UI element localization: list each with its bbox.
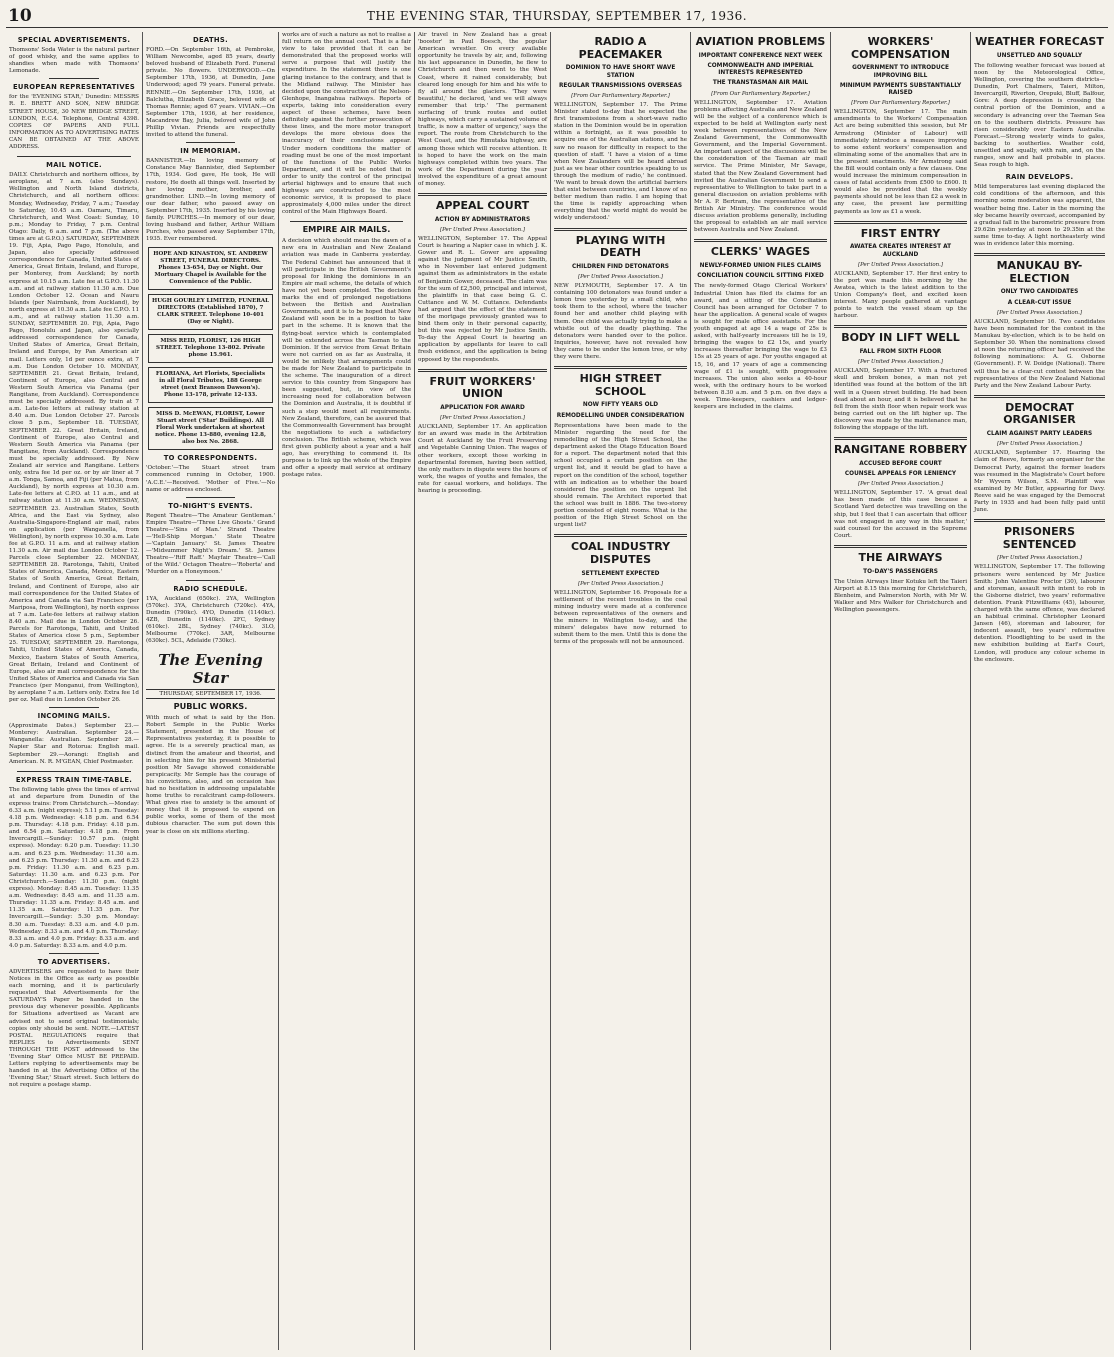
to-advertisers-heading: TO ADVERTISERS.: [37, 957, 111, 966]
european-reps-text: for the 'EVENING STAR,' Dunedin: MESSRS R. E. BRETT AND SON, NEW BRIDGE STREET HOUSE, 30 NEW BRIDGE STREET, LONDON, E.C.4. Telephone, Central 4398. COPIES OF PAPERS AND FULL INFORMATION AS TO ADVERTISING RATES CAN BE OBTAINED AT THE ABOVE ADDRESS.: [9, 94, 139, 151]
evening-star-nameplate: The Evening Star: [158, 651, 263, 688]
workers-compensation-source: [From Our Parliamentary Reporter.]: [851, 100, 950, 107]
high-street-school-subheading: NOW FIFTY YEARS OLD: [582, 402, 659, 409]
special-ads-text: Thomsons' Soda Water is the natural partner of good whisky, and the same applies to shandies when made with Thomsons' Lemonade.: [9, 47, 139, 75]
democrat-organiser-source: [Per United Press Association.]: [997, 441, 1082, 448]
clerks-wages-subheading: NEWLY-FORMED UNION FILES CLAIMS: [699, 263, 822, 269]
democrat-organiser-subheading: CLAIM AGAINST PARTY LEADERS: [986, 431, 1093, 438]
body-in-lift-well-heading: BODY IN LIFT WELL: [841, 331, 960, 345]
workers-compensation-heading: WORKERS' COMPENSATION: [851, 35, 950, 61]
appeal-court-source: [Per United Press Association.]: [440, 226, 525, 233]
divider: [49, 707, 99, 708]
incoming-mails-text: (Approximate Dates.) September 23.—Monterey: Australian. September 24.—Wanganella: Australian. September 28.—Napier Star and Rotorua: English mail. September 29.—Aorangi: English and American. N. R. M'GEAN, Chief Postmaster.: [9, 723, 139, 765]
fruit-workers-text: AUCKLAND, September 17. An application for an award was made in the Arbitration Court at Auckland by the Fruit Preserving and Vegetable Canning Union. The wages of other workers, except those working in departmental foremen, having been settled, the only matters in dispute were the hours of work, the wages of youths and females, the rate for casual workers, and holidays. The hearing is proceeding.: [418, 424, 547, 494]
divider: [834, 437, 967, 440]
in-memoriam-text: BANNISTER.—In loving memory of Constance May Bannister, died September 17th, 1934. God gave, He took, He will restore, He doeth all things well. Inserted by her loving mother, brother, and grandmother. LIND.—In loving memory of our dear father, who passed away on September 17th, 1935. Inserted by his loving family. PURCHES.—In memory of our dear, loving husband and father, Arthur William Purches, who passed away September 17th, 1935. Ever remembered.: [146, 158, 275, 243]
manukau-by-election-subheading-2: A CLEAR-CUT ISSUE: [1007, 299, 1072, 306]
workers-compensation-subheading-2: MINIMUM PAYMENTS SUBSTANTIALLY RAISED: [839, 82, 962, 96]
column-2: [142, 32, 278, 1350]
divider: [974, 253, 1105, 256]
column-7: [830, 32, 970, 1350]
playing-with-death-source: [Per United Press Association.]: [578, 274, 663, 281]
in-memoriam-heading: IN MEMORIAM.: [180, 147, 241, 156]
divider: [554, 534, 687, 537]
airways-text: The Union Airways liner Kotuku left the Taieri Airport at 8.15 this morning for Christchurch, Blenheim, and Palmerston North, with Mr W. Walker and Mrs Walker for Christchurch and Wellington passengers.: [834, 578, 967, 614]
divider: [694, 239, 827, 242]
radio-peacemaker-text: WELLINGTON, September 17. The Prime Minister stated to-day that he expected the first transmissions from a short-wave radio station in the Dominion would be in operation within a fortnight, as it was possible to acquire one of the Australian stations, and he saw no reason for difficulty in respect to the question of staff. 'I have a vision of a time when New Zealanders will be heard abroad just as we hear other countries speaking to us through the medium of radio,' he continued. 'We want to break down the artificial barriers that exist between countries, and I know of no better medium than radio. I am hoping that the time is rapidly approaching when everything that the world might do would be widely understood.': [554, 101, 687, 222]
clerks-wages-heading: CLERKS' WAGES: [710, 245, 811, 259]
aviation-problems-source: [From Our Parliamentary Reporter.]: [711, 90, 810, 97]
incoming-mails-heading: INCOMING MAILS.: [37, 712, 111, 721]
radio-peacemaker-source: [From Our Parliamentary Reporter.]: [571, 92, 670, 99]
express-timetable-text: The following table gives the times of arrival at and departure from Dunedin of the express trains: From Christchurch.—Monday: 6.33 a.m. (night express); 5.11 p.m. Tuesday: 4.18 p.m. Wednesday: 4.18 p.m. and 6.54 p.m. Thursday: 4.18 p.m. Friday: 4.18 p.m. and 6.54 p.m. Saturday: 4.18 p.m. From Invercargill.—Sunday: 10.57 p.m. (night express). Monday: 6.20 p.m. Tuesday: 11.30 a.m. and 6.23 p.m. Wednesday: 11.30 a.m. and 6.23 p.m. Thursday: 11.30 a.m. and 6.23 p.m. Friday: 11.30 a.m. and 6.23 p.m. Saturday: 11.30 a.m. and 6.23 p.m. For Christchurch.—Sunday: 11.30 p.m. (night express). Monday: 8.45 a.m. Tuesday: 11.35 a.m. Wednesday: 8.45 a.m. and 11.35 a.m. Thursday: 11.35 a.m. Friday: 8.45 a.m. and 11.35 a.m. Saturday: 11.35 p.m. For Invercargill.—Sunday: 5.30 p.m. Monday: 8.30 a.m. Tuesday: 8.33 a.m. and 4.0 p.m. Wednesday: 8.33 a.m. and 4.0 p.m. Thursday: 8.33 a.m. and 4.0 p.m. Friday: 8.33 a.m. and 4.0 p.m. Saturday: 8.33 a.m. and 4.0 p.m.: [9, 786, 139, 949]
rain-develops-heading: RAIN DEVELOPS.: [1005, 173, 1074, 182]
floriana-ad: FLORIANA, Art Florists, Specialists in all Floral Tributes, 188 George street (next Branson Dawson's). Phone 13-178, private 12-133.: [148, 367, 273, 403]
divider: [186, 142, 235, 143]
column-6: [690, 32, 830, 1350]
page-number: 10: [8, 6, 32, 26]
weather-forecast-heading: WEATHER FORECAST: [975, 35, 1104, 48]
divider: [554, 228, 687, 231]
first-entry-source: [Per United Press Association.]: [858, 261, 943, 268]
divider: [290, 221, 403, 222]
manukau-by-election-subheading: ONLY TWO CANDIDATES: [1000, 289, 1079, 296]
workers-compensation-subheading: GOVERNMENT TO INTRODUCE IMPROVING BILL: [852, 65, 949, 79]
appeal-court-text: WELLINGTON, September 17. The Appeal Court is hearing a Napier case in which J. K. Gower and R. L. Gower are appealing against the judgment of Mr Justice Smith, who in November last entered judgment against them as administrators in the estate of Benjamin Gower, deceased. The claim was for the sum of £2,500, principal and interest, the plaintiffs in that case being G. C. Cuttance and W. M. Cuttance. Defendants had argued that the effect of the statement of the mortgage previously granted was to bind them only in their personal capacity, but this was rejected by Mr Justice Smith. To-day the Appeal Court is hearing an application by appellants for leave to call fresh evidence, and the application is being opposed by the respondents.: [418, 235, 547, 363]
mcewan-ad: MISS D. McEWAN, FLORIST, Lower Stuart street ('Star' Buildings). All Floral Work undertaken at shortest notice. Phone 13-880, evening 12.8, also box No. 2868.: [148, 407, 273, 450]
appeal-court-heading: APPEAL COURT: [435, 199, 530, 213]
miss-reid-ad: MISS REID, FLORIST, 126 HIGH STREET. Telephone 13-802. Private phone 15.961.: [148, 334, 273, 363]
body-in-lift-well-text: AUCKLAND, September 17. With a fractured skull and broken bones, a man not yet identified was found at the bottom of the lift well in a Queen street building. He had been dead about an hour, and it is believed that he fell from the sixth floor when repair work was being carried out on the lift higher up. The discovery was made by the maintenance man, following the stoppage of the lift.: [834, 368, 967, 432]
fruit-workers-source: [Per United Press Association.]: [440, 415, 525, 422]
appeal-court-subheading: ACTION BY ADMINISTRATORS: [434, 216, 531, 223]
manukau-by-election-text: AUCKLAND, September 16. Two candidates have been nominated for the contest in the Manukau by-election, which is to be held on September 30. When the nominations closed at noon the returning officer had received the following nominations: A. G. Osborne (Government). F. W. Doidge (National). There will thus be a clear-cut contest between the representatives of the New Zealand National Party and the New Zealand Labour Party.: [974, 318, 1105, 389]
editorial-dateline: THURSDAY, SEPTEMBER 17, 1936.: [146, 689, 275, 699]
radio-schedule-text: 1YA, Auckland (650kc). 2YA, Wellington (570kc). 3YA, Christchurch (720kc). 4YA, Dunedin (790kc). 4YO, Dunedin (1140kc). 4ZB, Dunedin (1140kc). 2FC, Sydney (610kc). 2BL, Sydney (740kc). 3LO, Melbourne (770kc). 3AR, Melbourne (630kc). 5CL, Adelaide (730kc).: [146, 595, 275, 645]
masthead-title: THE EVENING STAR, THURSDAY, SEPTEMBER 17, 1936.: [366, 9, 748, 23]
manukau-by-election-heading: MANUKAU BY-ELECTION: [996, 259, 1083, 285]
playing-with-death-text: NEW PLYMOUTH, September 17. A tin containing 100 detonators was found under a lemon tree yesterday by a small child, who took them to the school, where the teacher found her and another child playing with them. One child was actually trying to make a whistle out of the deadly plaything. The detonators were handed over to the police. Inquiries, however, have not revealed how they came to be under the lemon tree, or why they were there.: [554, 283, 687, 361]
column-1: [6, 32, 142, 1350]
coal-industry-source: [Per United Press Association.]: [578, 580, 663, 587]
body-in-lift-well-source: [Per United Press Association.]: [858, 359, 943, 366]
divider: [17, 156, 131, 157]
playing-with-death-heading: PLAYING WITH DEATH: [575, 233, 666, 260]
coal-industry-text: WELLINGTON, September 16. Proposals for a settlement of the recent troubles in the coal mining industry were made at a conference between representatives of the owners and the miners in Wellington to-day, and the miners' delegates have now returned to submit them to the men. Until this is done the terms of the proposals will not be announced.: [554, 589, 687, 646]
prisoners-sentenced-text: WELLINGTON, September 17. The following prisoners were sentenced by Mr Justice Smith: John Valentine Proctor (30), labourer and storeman, assault with intent to rob in the Gisborne district, two years' reformative detention. Frank Fitzwilliams (45), labourer, charged with the same offence, was declared an habitual criminal. Christopher Leonard Jansen (46), storeman and labourer, for indecent assault, two years' reformative detention. Floodlighting to be used in the new exhibition building at Earl's Court, London, will produce any colour scheme in the enclosure.: [974, 564, 1105, 663]
mail-notice-heading: MAIL NOTICE.: [46, 161, 102, 170]
aviation-problems-heading: AVIATION PROBLEMS: [695, 35, 826, 48]
divider: [186, 497, 235, 498]
radio-schedule-heading: RADIO SCHEDULE.: [173, 584, 248, 593]
coal-industry-subheading: SETTLEMENT EXPECTED: [581, 570, 660, 577]
column-4: [414, 32, 550, 1350]
divider: [418, 193, 547, 196]
radio-peacemaker-subheading-2: REGULAR TRANSMISSIONS OVERSEAS: [558, 82, 683, 89]
empire-air-mails-text: A decision which should mean the dawn of a new era in Australian and New Zealand aviation was made in Canberra yesterday. The Federal Cabinet has announced that it will participate in the British Government's proposal for linking the dominions in an Empire air mail scheme, the details of which have not yet been completed. The decision marks the end of prolonged negotiations between the British and Australian Governments, and it is to be hoped that New Zealand will soon be in a position to take part in the scheme. It is known that the flying-boat service which is contemplated will be extended across the Tasman to the Dominion. If the service from Great Britain were not carried on as far as Australia, it would be unlikely that arrangements could be made for New Zealand to participate in the scheme. The inauguration of a direct service to this country from Singapore has been suggested, but, in view of the increasing need for collaboration between the Dominion and Australia, it is doubtful if such a step would meet all requirements. New Zealand, therefore, can be assured that the Commonwealth Government has brought the negotiations to such a satisfactory conclusion. The British scheme, which was first given publicity about a year and a half ago, has everything to commend it. Its purpose is to link up the whole of the Empire and offer a speedy mail service at ordinary postage rates.: [282, 238, 411, 479]
high-street-school-text: Representations have been made to the Minister regarding the need for the remodelling of the High Street School, the department asked the Otago Education Board for a report. The department noted that this school occupied a certain position on the urgent list, and it would be glad to have a report on the condition of the school, together with an indication as to whether the board considered the position on the urgent list should remain. The Architect reported that the school was built in 1886. The two-storey portion consisted of eight rooms. What is the position of the High Street School on the urgent list?: [554, 422, 687, 529]
tonights-events-heading: TO-NIGHT'S EVENTS.: [168, 501, 253, 510]
empire-air-mails-heading: EMPIRE AIR MAILS.: [302, 224, 391, 235]
clerks-wages-subheading-2: CONCILIATION COUNCIL SITTING FIXED: [697, 273, 824, 280]
divider: [49, 953, 99, 954]
express-timetable-heading: EXPRESS TRAIN TIME-TABLE.: [15, 775, 133, 784]
democrat-organiser-heading: DEMOCRAT ORGANISER: [1003, 400, 1076, 427]
correspondents-heading: TO CORRESPONDENTS.: [163, 454, 258, 463]
hope-kinaston-ad: HOPE AND KINASTON, ST. ANDREW STREET, FUNERAL DIRECTORS. Phones 13-654, Day or Night. Our Mortuary Chapel is Available for the Convenience of the Public.: [148, 247, 273, 290]
public-works-heading: PUBLIC WORKS.: [173, 701, 248, 712]
radio-peacemaker-heading: RADIO A PEACEMAKER: [578, 35, 663, 61]
fruit-workers-heading: FRUIT WORKERS' UNION: [429, 374, 536, 401]
airways-subheading: TO-DAY'S PASSENGERS: [863, 568, 938, 575]
weather-forecast-text: The following weather forecast was issued at noon by the Meteorological Office, Wellington, covering the southern districts—Dunedin, Port Chalmers, Taieri, Milton, Invercargill, Riverton, Orepuki, Bluff, Balfour, Gore: A deep depression is crossing the central portion of the Dominion, and a secondary is advancing over the Tasman Sea on to the southern districts. Pressure has risen considerably over Eastern Australia. Forecast.—Strong westerly winds to gales, backing to southerlies. Weather cold, unsettled and squally, with rain, and, on the ranges, snow and hail probable in places. Seas rough to high.: [974, 62, 1105, 169]
hugh-gourley-ad: HUGH GOURLEY LIMITED, FUNERAL DIRECTORS (Established 1870), 7 CLARK STREET. Telephone 10-401 (Day or Night).: [148, 294, 273, 330]
weather-forecast-subheading: UNSETTLED AND SQUALLY: [996, 52, 1083, 59]
playing-with-death-subheading: CHILDREN FIND DETONATORS: [572, 263, 669, 270]
mail-notice-text: DAILY. Christchurch and northern offices, by aeroplane, at 7 a.m. (also Sundays). Wellington and North Island districts, Christchurch, and all northern offices: Monday, Wednesday, Friday, 7 a.m.; Tuesday to Saturday, 10.45 a.m. Oamaru, Timaru, Christchurch, and West Coast: Sunday, 10 p.m.; Monday to Friday, 7 p.m. Central Otago: Daily, 6 a.m. and 7 p.m. (The above times are at G.P.O.) SATURDAY, SEPTEMBER 19. Fiji, Apia, Pago Pago, Honolulu, and Japan, also specially addressed correspondence for Canada, United States of America, Great Britain, Ireland, and Europe, per Monterey, from Auckland; by north express at 10.15 a.m. Late fee at G.P.O. 11.30 a.m. and at railway station 11.30 a.m. Due London October 12. Ocean and Nauru Islands (per Nairnbank, from Auckland), by north express at 10.30 a.m. Late fee C.P.O. 11 a.m., and at railway station 11.30 a.m. SUNDAY, SEPTEMBER 20. Fiji, Apia, Pago Pago, Honolulu and Japan, also specially addressed correspondence for Canada, United States of America, Great Britain, Ireland and Europe, by Pan American air mail. Letters only, 1d per ounce extra, at 7 a.m. Due London October 10. MONDAY, SEPTEMBER 21. Great Britain, Ireland, Continent of Europe, also Central and Western South America via Panama (per Rangitane, from Auckland). Correspondence must be specially addressed. By train at 7 a.m. Late-fee letters at railway station at 8.40 a.m. Due London October 27. Parcels close 5 p.m., September 18. TUESDAY, SEPTEMBER 22. Great Britain, Ireland, Continent of Europe, also Central and Western South America via Panama (per Rangitane, from Auckland). Correspondence must be specially addressed. By New Zealand air service and Rangitane. Letters only, extra fee 1d per oz. or by air liner at 7 a.m. Tonga, Samoa, and Fiji (per Matua, from Auckland), by north express at 10.30 a.m. Late-fee letters at C.P.O. at 11 a.m., and at railway station at 11.30 a.m. WEDNESDAY, SEPTEMBER 23. Australian States, South Africa, and the East via Sydney, also Australia-Singapore-England air mail, rates on application (per Wanganella, from Wellington), by north express 10.30 a.m. Late fee at G.P.O. 11 a.m. and at railway station 11.30 a.m. Air mail due London October 12. Parcels close September 22. MONDAY, SEPTEMBER 28. Rarotonga, Tahiti, United States of America, Canada, Mexico, Eastern States of South America, Great Britain, Ireland, and Continent of Europe, also air mail correspondence for the United States of America and Canada via San Francisco (per Mariposa, from Wellington), by north express at 7 a.m. Late-fee letters at railway station 8.40 a.m. Mail due in London October 26. Parcels for Rarotonga, Tahiti, and United States of America close 5 p.m., September 25. TUESDAY, SEPTEMBER 29. Rarotonga, Tahiti, United States of America, Canada, Mexico, Eastern States of South America, Great Britain, Ireland and Continent of Europe, also air mail correspondence for the United States of America and Canada via San Francisco (per Monganui, from Wellington), by aeroplane 7 a.m. Letters only. Extra fee 1d per oz. Mail due in London October 26.: [9, 172, 140, 704]
correspondents-text: 'October.'—The Stuart street tram commenced running in October, 1900. 'A.C.E.'—Received. 'Mother of Five.'—No name or address enclosed.: [146, 465, 275, 493]
aviation-problems-text: WELLINGTON, September 17. Aviation problems affecting Australia and New Zealand will be the subject of a conference which is expected to be held at Wellington early next week between representatives of the New Zealand Government, the Commonwealth Government, and the Imperial Government. An important aspect of the discussions will be the consideration of the Tasman air mail service. The Prime Minister, Mr Savage, stated that the New Zealand Government had invited the Australian Government to send a representative to Wellington to take part in a general discussion on aviation problems with Mr A. P. Bertram, the representative of the British Air Ministry. The conference would discuss aviation problems generally, including the proposal to establish an air mail service between Australia and New Zealand.: [694, 99, 827, 234]
column-8: [970, 32, 1108, 1350]
democrat-organiser-text: AUCKLAND, September 17. Hearing the claim of Reeve, formerly an organiser for the Democrat Party, against the former leaders was resumed in the Magistrate's Court before Mr Wyvern Wilson, S.M. Plaintiff was examined by Mr Butler, appearing for Davy. Reeve said he was engaged by the Democrat Party in 1935 and had been fully paid until June.: [974, 450, 1105, 514]
first-entry-subheading: AWATEA CREATES INTEREST AT AUCKLAND: [849, 244, 952, 258]
divider: [834, 221, 967, 224]
divider: [49, 78, 99, 79]
rangitane-robbery-heading: RANGITANE ROBBERY: [834, 443, 967, 457]
divider: [974, 395, 1105, 398]
to-advertisers-text: ADVERTISERS are requested to have their Notices in the Office as early as possible each morning, and it is particularly requested that Advertisements for the SATURDAY'S Paper be handed in the previous day whenever possible. Applicants for Situations advertised as Vacant are advised not to send original testimonials; copies only should be sent. NOTE.—LATEST POSTAL REGULATIONS require that REPLIES to Advertisements SENT THROUGH THE POST addressed to the 'Evening Star' Office MUST BE PREPAID. Letters replying to advertisements may be handed in at the Advertising Office of the 'Evening Star,' Stuart street. Such letters do not require a postage stamp.: [9, 968, 139, 1089]
prisoners-sentenced-heading: PRISONERS SENTENCED: [1002, 525, 1077, 551]
first-entry-text: AUCKLAND, September 17. Her first entry to the port was made this morning by the Awatea, which is the latest addition to the Union Company's fleet, and excited keen interest. Many people gathered at vantage points to watch the vessel steam up the harbour.: [834, 270, 967, 320]
manukau-by-election-source: [Per United Press Association.]: [997, 309, 1082, 316]
rangitane-robbery-subheading: ACCUSED BEFORE COURT: [859, 460, 942, 467]
prisoners-sentenced-source: [Per United Press Association.]: [997, 555, 1082, 562]
airways-heading: THE AIRWAYS: [858, 550, 943, 564]
divider: [418, 369, 547, 372]
first-entry-heading: FIRST ENTRY: [860, 226, 941, 240]
coal-industry-heading: COAL INDUSTRY DISPUTES: [570, 540, 671, 566]
column-3: [278, 32, 414, 1350]
tonights-events-text: Regent Theatre—'The Amateur Gentleman.' Empire Theatre—'Three Live Ghosts.' Grand Theatre—'Sins of Man.' Strand Theatre—'Hell-Ship Morgan.' State Theatre—'Captain January.' St. James Theatre—'Midsummer Night's Dream.' St. James Theatre—'Riff Raff.' Mayfair Theatre—'Call of the Wild.' Octagon Theatre—'Roberta' and 'Murder on a Honeymoon.': [146, 512, 275, 576]
divider: [834, 545, 967, 548]
workers-compensation-text: WELLINGTON, September 17. The main amendments to the Workers' Compensation Act are being submitted this session, but Mr Armstrong (Minister of Labour) will immediately introduce a measure improving to some extent workers' compensation and eliminating some of the anomalies that are in the present enactments. Mr Armstrong said the Bill would contain only a few clauses. One would increase the minimum compensation in cases of fatal accidents from £500 to £600. It would also be provided that the weekly payments should not be less than £2 a week in any case, the present law permitting payments as low as £1 a week.: [834, 109, 967, 215]
clerks-wages-text: The newly-formed Otago Clerical Workers' Industrial Union has filed its claims for an award, and a sitting of the Conciliation Council has been arranged for October 7 to hear the application. A general scale of wages is sought for male office assistants. For the youth engaged at age 14 a wage of 25s is asked, with half-yearly increases till he is 19, bringing the wages to £2 15s, and yearly increases thereafter bringing the wage to £3 15s at 25 years of age. For youths engaged at 15, 16, and 17 years of age a commencing wage of £1 is sought, with progressive increases. The union also seeks a 40-hour week, with the ordinary hours to be worked between 8.30 a.m. and 5 p.m. on five days a week. Time-keepers, cashiers and ledger-keepers are included in the claims.: [694, 283, 827, 411]
divider: [17, 771, 131, 772]
public-works-text: With much of what is said by the Hon. Robert Semple in the Public Works Statement, presented in the House of Representatives yesterday, it is possible to agree. He is a severely practical man, as distinct from the amateur and theorist, and in selecting him for his present Ministerial position Mr Savage showed considerable perspicacity. Mr Semple has the courage of his convictions, also, and on occasion has had no hesitation in addressing unpalatable home truths to recalcitrant camp-followers. What gives rise to anxiety is the amount of money that it is proposed to expend on public works, some of them of the most dubious character. The sum put down this year is close on six millions sterling.: [146, 715, 275, 835]
divider: [186, 580, 235, 581]
divider: [834, 325, 967, 328]
divider: [554, 366, 687, 369]
special-ads-heading: SPECIAL ADVERTISEMENTS.: [17, 36, 131, 44]
aviation-problems-subheading: IMPORTANT CONFERENCE NEXT WEEK: [698, 52, 823, 59]
deaths-heading: DEATHS.: [193, 36, 228, 44]
high-street-school-subheading-2: REMODELLING UNDER CONSIDERATION: [556, 412, 685, 419]
body-in-lift-well-subheading: FALL FROM SIXTH FLOOR: [859, 349, 942, 356]
paragraphs-text: Air travel in New Zealand has a great 'booster' in Paul Boesch, the popular American wrestler. On every available opportunity he travels by air, and, following his last appearance in Dunedin, he flew to Christchurch and then went to the West Coast, where it rained considerably, but cleared long enough for him and his wife to fly all around the glaciers. 'They were beautiful,' he declared, 'and we will always remember that trip.' 'The permanent surfacing of trunk routes and outlet highways, which carry a sustained volume of traffic, is now a matter of urgency,' says the report. The route from Christchurch to the West Coast, and the Rimutaka highway, are among those which will receive attention. It is hoped to have the work on the main highways completed within two years. The work of the Department during the year involved the expenditure of a great amount of money.: [418, 32, 547, 187]
divider: [974, 519, 1105, 522]
rangitane-robbery-subheading-2: COUNSEL APPEALS FOR LENIENCY: [844, 470, 957, 477]
aviation-problems-subheading-2: COMMONWEALTH AND IMPERIAL INTERESTS REPRESENTED: [707, 62, 814, 77]
public-works-continued: works are of such a nature as not to realise a full return on the annual cost. That is a fair view to take provided that it can be demonstrated that the proposed works will serve a purpose that will justify the expenditure. In the statement there is one glaring instance to the contrary, and that is the Midland railway. The Minister has decided upon the construction of the Nelson-Glenhope, Inangahua railways. Reports of experts, taking into consideration every aspect of these schemes, have been definitely against the further prosecution of these lines, and the more motor transport develops the more obvious does the inaccuracy of their conclusions appear. Under modern conditions the matter of roading must be one of the most important of the functions of the Public Works Department, and it will be noted that in order to unify the control of the principal arterial highways and to ensure that such highways are constructed to the most economic service, it is proposed to place approximately 4,000 miles under the direct control of the Main Highways Board.: [282, 32, 411, 216]
rain-develops-text: Mild temperatures last evening displaced the cold conditions of the afternoon, and this morning some moderation was apparent, the weather being fine. Later in the morning the sky became heavily overcast, accompanied by a gradual fall in the barometric pressure from 29.62in yesterday at noon to 29.35in at the same time to-day. A light northeasterly wind was in evidence later this morning.: [974, 184, 1105, 248]
page-masthead: [6, 6, 1108, 28]
aviation-problems-subheading-3: THE TRANSTASMAN AIR MAIL: [712, 80, 809, 87]
rangitane-robbery-text: WELLINGTON, September 17. 'A great deal has been made of this case because a Scotland Yard detective was travelling on the ship, but I feel that I can ascertain that officer was not engaged in any way in this matter,' said counsel for the accused in the Supreme Court.: [834, 490, 967, 539]
european-reps-heading: EUROPEAN REPRESENTATIVES: [12, 83, 136, 92]
radio-peacemaker-subheading: DOMINION TO HAVE SHORT WAVE STATION: [565, 65, 676, 79]
high-street-school-heading: HIGH STREET SCHOOL: [579, 372, 662, 398]
fruit-workers-subheading: APPLICATION FOR AWARD: [440, 404, 525, 411]
rangitane-robbery-source: [Per United Press Association.]: [858, 481, 943, 488]
deaths-text: FORD.—On September 16th, at Pembroke, William Newcombe, aged 85 years, dearly beloved husband of Elizabeth Ford. Funeral private. No flowers. UNDERWOOD.—On September 17th, 1936, at Dunedin, Jane Underwood; aged 79 years. Funeral private. RENNIE.—On September 17th, 1936, at Balclutha, Elizabeth Grace, beloved wife of Thomas Rennie; aged 67 years. VIVIAN.—On September 17th, 1936, at her residence, Macandrew Bay, Julia, beloved wife of John Phillip Vivian. Friends are respectfully invited to attend the funeral.: [146, 47, 275, 139]
column-5: [550, 32, 690, 1350]
